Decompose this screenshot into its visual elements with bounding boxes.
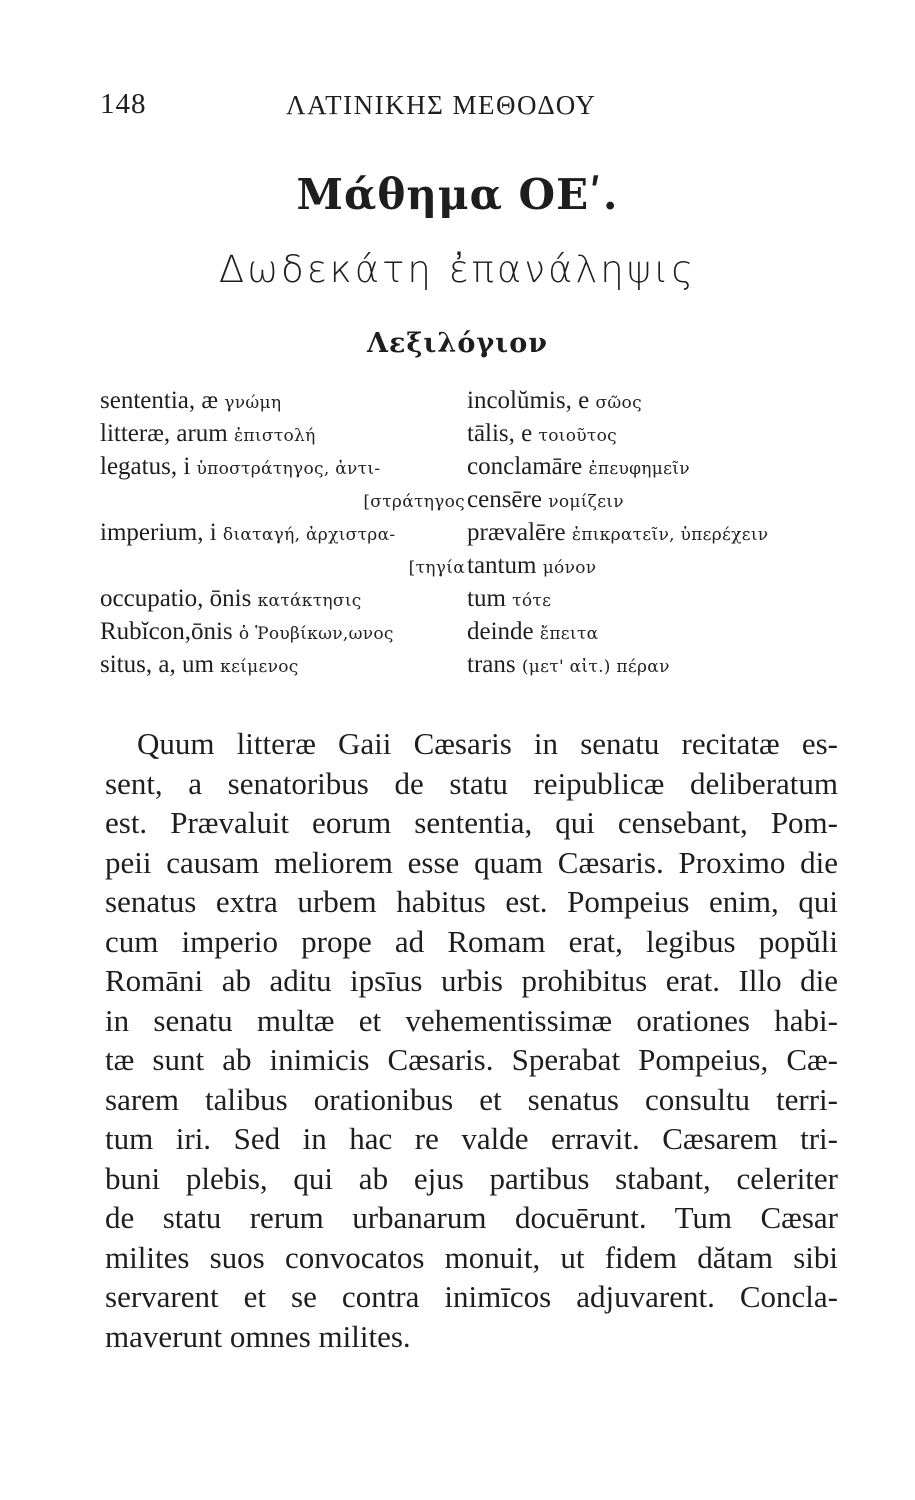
vocab-entry-continuation (100, 549, 465, 582)
vocabulary-heading: Λεξιλόγιον (367, 328, 548, 359)
vocab-latin: censēre (467, 486, 549, 513)
vocab-latin: occupatio, ōnis (100, 585, 258, 612)
vocab-greek: τότε (512, 591, 552, 611)
page-number: 148 (100, 88, 147, 120)
vocab-entry (467, 384, 912, 417)
vocab-entry (100, 384, 465, 417)
vocab-greek: [τηγία (408, 558, 465, 578)
vocab-latin: deinde (467, 618, 540, 645)
passage-line: milites suos convocatos monuit, ut fidem dătam sibi (105, 1239, 838, 1275)
vocab-entry (467, 582, 912, 615)
vocab-greek: ὁ Ῥουβίκων,ωνος (238, 624, 394, 644)
vocab-greek: διαταγή, ἀρχιστρα- (222, 525, 396, 545)
vocab-greek: μόνον (542, 558, 597, 578)
passage-line: servarent et se contra inimīcos adjuvarent. Concla- (105, 1279, 838, 1314)
vocab-greek: σῶος (595, 393, 642, 413)
vocab-greek: [στράτηγος (363, 492, 465, 512)
vocab-latin: conclamāre (467, 453, 589, 480)
vocab-latin: litteræ, arum (100, 420, 234, 447)
vocab-greek: (μετ' αἰτ.) πέραν (521, 657, 670, 677)
vocabulary-left-column (100, 384, 465, 681)
vocab-entry (100, 615, 465, 648)
passage-line: sent, a senatoribus de statu reipublicæ deliberatum (105, 765, 838, 801)
vocab-entry (467, 483, 912, 516)
passage-line: tum iri. Sed in hac re valde erravit. Cæsarem tri- (105, 1121, 838, 1156)
vocab-greek: ἐπιστολή (234, 426, 316, 446)
vocab-latin: trans (467, 651, 522, 678)
passage-line: cum imperio prope ad Romam erat, legibus popŭli (105, 923, 838, 959)
vocab-latin: imperium, i (100, 519, 223, 546)
passage-line: tæ sunt ab inimicis Cæsaris. Sperabat Pompeius, Cæ- (105, 1042, 838, 1077)
lesson-title: Μάθημα ΟΕʹ. (296, 170, 619, 219)
vocab-latin: Rubĭcon,ōnis (100, 618, 239, 645)
passage-line: de statu rerum urbanarum docuērunt. Tum Cæsar (105, 1200, 838, 1235)
vocab-entry (467, 516, 912, 549)
vocab-greek: κατάκτησις (257, 591, 362, 611)
vocab-latin: incolŭmis, e (467, 387, 596, 414)
vocab-entry (100, 450, 465, 483)
vocab-entry (467, 417, 912, 450)
passage-text (105, 724, 838, 1356)
vocab-entry-continuation (100, 483, 465, 516)
vocab-entry (467, 450, 912, 483)
passage-line: in senatu multæ et vehementissimæ orationes habi- (105, 1002, 838, 1038)
vocab-entry (467, 648, 912, 681)
vocab-latin: tum (467, 585, 513, 612)
vocab-greek: ἐπικρατεῖν, ὑπερέχειν (571, 525, 769, 545)
passage-line: est. Prævaluit eorum sententia, qui censebant, Pom- (105, 805, 838, 840)
vocab-entry (100, 648, 465, 681)
passage-line: buni plebis, qui ab ejus partibus stabant, celeriter (105, 1160, 838, 1196)
vocab-entry (467, 615, 912, 648)
vocab-latin: sententia, æ (100, 387, 225, 414)
vocab-latin: legatus, i (100, 453, 197, 480)
vocab-entry (467, 549, 912, 582)
vocab-greek: ἐπευφημεῖν (588, 459, 690, 479)
vocab-greek: γνώμη (224, 393, 282, 413)
vocabulary-right-column (467, 384, 912, 681)
vocab-latin: situs, a, um (100, 651, 221, 678)
passage-line: maverunt omnes milites. (105, 1318, 411, 1354)
vocab-latin: prævalēre (467, 519, 572, 546)
running-head (100, 88, 835, 128)
passage-line: sarem talibus orationibus et senatus consultu terri- (105, 1081, 838, 1117)
vocab-greek: τοιοῦτος (538, 426, 617, 446)
passage-line: Quum litteræ Gaii Cæsaris in senatu recitatæ es- (137, 726, 838, 761)
vocab-greek: κείμενος (220, 657, 299, 677)
passage-line: Romāni ab aditu ipsīus urbis prohibitus erat. Illo die (105, 963, 838, 998)
passage-line: senatus extra urbem habitus est. Pompeius enim, qui (105, 884, 838, 919)
vocab-entry (100, 417, 465, 450)
running-title: ΛΑΤΙΝΙΚΗΣ ΜΕΘΟΔΟΥ (286, 90, 597, 120)
vocab-entry (100, 582, 465, 615)
vocab-greek: νομίζειν (548, 492, 624, 512)
vocab-entry (100, 516, 465, 549)
vocab-greek: ὑποστράτηγος, ἀντι- (196, 459, 381, 479)
vocab-greek: ἔπειτα (539, 624, 599, 644)
vocab-latin: tantum (467, 552, 543, 579)
lesson-subtitle: Δωδεκάτη ἐπανάληψις (218, 248, 697, 291)
vocab-latin: tālis, e (467, 420, 539, 447)
passage-line: peii causam meliorem esse quam Cæsaris. Proximo die (105, 844, 838, 880)
